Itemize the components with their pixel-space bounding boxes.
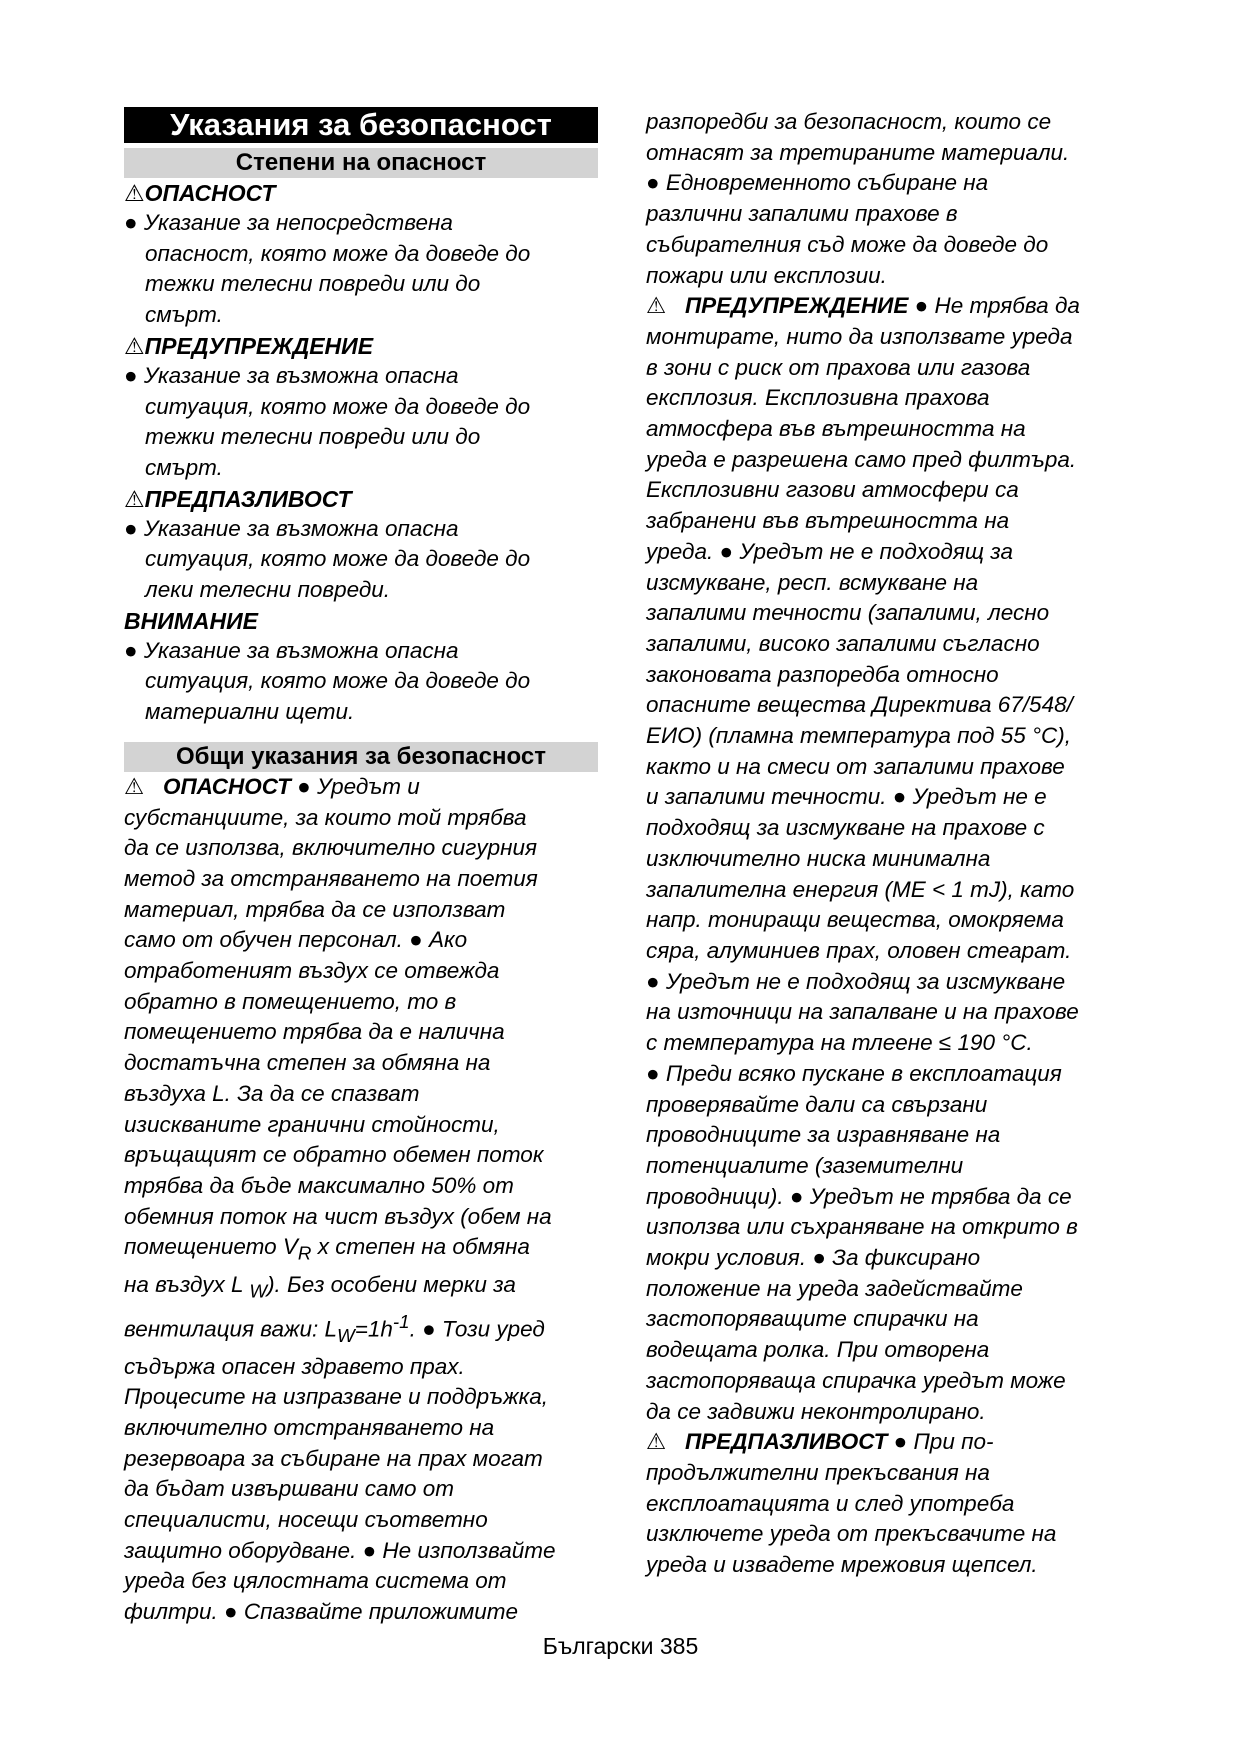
levels-heading: Степени на опасност (124, 148, 598, 178)
warning-triangle-icon: ⚠ (124, 332, 145, 359)
level-caution (124, 484, 598, 606)
warning-triangle-icon: ⚠ (646, 293, 667, 319)
level-description: ● Указание за възможна опасна ситуация, която може да доведе до тежки телесни повреди или до смърт. (124, 362, 531, 480)
warning-triangle-icon: ⚠ (124, 485, 145, 512)
level-description: ● Указание за възможна опасна ситуация, която може да доведе до леки телесни повреди. (124, 515, 531, 603)
level-label: ОПАСНОСТ (144, 180, 276, 206)
footer-language: Български (542, 1633, 654, 1659)
warning-triangle-icon: ⚠ (124, 180, 145, 206)
general-safety-heading: Общи указания за безопасност (124, 742, 598, 772)
level-attention (124, 606, 598, 728)
level-label: ПРЕДПАЗЛИВОСТ (144, 485, 352, 512)
warning-label: ПРЕДУПРЕЖДЕНИЕ (684, 293, 909, 319)
danger-label: ОПАСНОСТ (162, 773, 291, 799)
level-label: ВНИМАНИЕ (124, 607, 259, 634)
page-number: 385 (659, 1633, 699, 1659)
level-description: ● Указание за възможна опасна ситуация, която може да доведе до материални щети. (124, 637, 531, 725)
page-footer (0, 1633, 1241, 1660)
level-label: ПРЕДУПРЕЖДЕНИЕ (144, 332, 374, 359)
right-column: разпоредби за безопасност, които се отнасят за третираните материали. ● Едновременното събиране на различни запалими прахове в събирателния съд може да доведе до пожари или експлозии. ⚠ ПРЕДУПРЕЖДЕНИЕ ● Не трябва да монтирате, нито да използвате уреда в зони с риск от прахова или газова експлозия. Експлозивна прахова атмосфера във вътрешността на уреда е разрешена само пред филтъра. Експлозивни газови атмосфери са забранени във вътрешността на уреда. ● Уредът не е подходящ за изсмукване, респ. всмукване на запалими течности (запалими, лесно запалими, високо запалими съгласно законовата разпоредба относно опасните вещества Директива 67/548/ ЕИО) (пламна температура под 55 °C), както и на смеси от запалими прахове и запалими течности. ● Уредът не е подходящ за изсмукване на прахове с изключително ниска минимална запалителна енергия (МЕ < 1 mJ), като напр. тониращи вещества, омокряема сяра, алуминиев прах, оловен стеарат. ● Уредът не е подходящ за изсмукване на източници на запалване и на прахове с температура на тлеене ≤ 190 °C. ● Преди всяко пускане в експлоатация проверявайте дали са свързани проводниците за изравняване на потенциалите (заземителни проводници). ● Уредът не трябва да се използва или съхраняване на открито в мокри условия. ● За фиксирано положение на уреда задействайте застопоряващите спирачки на водещата ролка. При отворена застопоряваща спирачка уредът може да се задвижи неконтролирано. ⚠ ПРЕДПАЗЛИВОСТ ● При по- продължителни прекъсвания на експлоатацията и след употреба изключете уреда от прекъсвачите на уреда и извадете мрежовия щепсел. (646, 109, 1080, 1578)
warning-triangle-icon: ⚠ (124, 773, 145, 799)
level-danger (124, 178, 598, 331)
caution-label: ПРЕДПАЗЛИВОСТ (684, 1429, 888, 1455)
left-column (124, 107, 598, 1628)
warning-triangle-icon: ⚠ (646, 1429, 667, 1455)
level-description: ● Указание за непосредствена опасност, която може да доведе до тежки телесни повреди или до смърт. (124, 210, 531, 328)
level-warning (124, 331, 598, 484)
page-title: Указания за безопасност (124, 107, 598, 143)
general-safety-text: ⚠ ОПАСНОСТ ● Уредът и субстанциите, за които той трябва да се използва, включително сигурния метод за отстраняването на поетия материал, трябва да се използват само от обучен персонал. ● Ако отработеният въздух се отвежда обратно в помещението, то в помещението трябва да е налична достатъчна степен за обмяна на въздуха L. За да се спазват изискваните гранични стойности, връщащият се обратно обемен поток трябва да бъде максимално 50% от обемния поток на чист въздух (обем на помещението $V_R$ x степен на обмяна на въздух L $_W$). Без особени мерки за вентилация важи: $L_W=1h^{-1}$. ● Този уред съдържа опасен здравето прах. Процесите на изпразване и поддръжка, включително отстраняването на резервоара за събиране на прах могат да бъдат извършвани само от специалисти, носещи съответно защитно оборудване. ● Не използвайте уреда без цялостната система от филтри. ● Спазвайте приложимите (124, 773, 556, 1625)
